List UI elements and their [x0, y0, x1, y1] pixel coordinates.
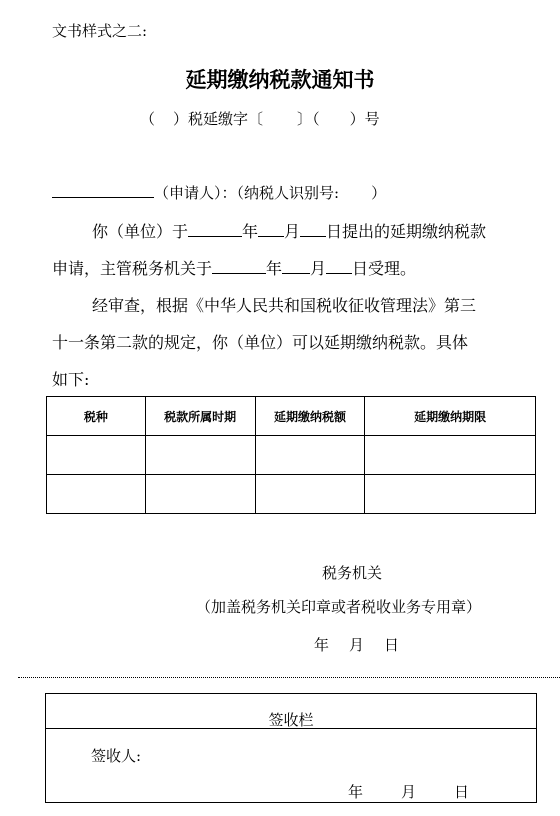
submit-date-prefix: 你（单位）于	[92, 222, 189, 241]
receipt-year-label: 年	[348, 783, 364, 801]
header-tax-type: 税种	[47, 397, 146, 436]
receipt-title: 签收栏	[268, 711, 314, 729]
table-cell	[255, 475, 365, 514]
header-tax-period: 税款所属时期	[145, 397, 255, 436]
applicant-label: （申请人）：	[154, 184, 237, 202]
doc-number-bracket-open: 〔	[248, 110, 264, 128]
table-cell	[365, 475, 536, 514]
paragraph-1-line-2	[52, 256, 416, 279]
accept-year-blank	[212, 272, 266, 274]
table-row	[47, 475, 536, 514]
submit-date-suffix: 日提出的延期缴纳税款	[326, 222, 487, 241]
table-cell	[47, 436, 146, 475]
table-cell	[145, 436, 255, 475]
applicant-line	[52, 182, 386, 203]
document-style-label: 文书样式之二:	[52, 22, 148, 40]
accept-year-label: 年	[266, 259, 283, 278]
table-cell	[365, 436, 536, 475]
receipt-day-label: 日	[454, 783, 470, 801]
issue-year-label: 年	[314, 636, 330, 654]
table-cell	[145, 475, 255, 514]
notice-title: 延期缴纳税款通知书	[185, 68, 375, 92]
taxpayer-id-close: ）	[371, 184, 387, 202]
header-deferral-deadline: 延期缴纳期限	[365, 397, 536, 436]
submit-month-label: 月	[284, 222, 301, 241]
issue-month-label: 月	[349, 636, 365, 654]
document-number-line	[140, 108, 380, 129]
accept-month-label: 月	[310, 259, 327, 278]
table-cell	[255, 436, 365, 475]
issue-date	[314, 634, 399, 655]
accept-day-blank	[326, 272, 352, 274]
paragraph-2-line-1: 经审查，根据《中华人民共和国税收征收管理法》第三	[92, 296, 477, 315]
signer-label: 签收人:	[91, 747, 142, 765]
applicant-name-blank	[52, 196, 154, 198]
cut-line-divider	[18, 677, 560, 678]
doc-number-open-paren-2: （	[312, 110, 320, 128]
submit-year-blank	[188, 235, 242, 237]
table-header-row	[47, 397, 536, 436]
paragraph-2-line-3: 如下:	[52, 370, 90, 389]
submit-month-blank	[258, 235, 284, 237]
taxpayer-id-label: （纳税人识别号:	[236, 184, 340, 202]
submit-day-blank	[300, 235, 326, 237]
receipt-month-label: 月	[401, 783, 417, 801]
doc-number-open-paren: （	[140, 110, 156, 128]
accept-date-prefix: 申请，主管税务机关于	[52, 259, 213, 278]
accept-month-blank	[282, 272, 310, 274]
header-deferred-amount: 延期缴纳税额	[255, 397, 365, 436]
table-row	[47, 436, 536, 475]
receipt-divider	[46, 728, 536, 729]
paragraph-1-line-1	[92, 219, 486, 242]
doc-number-suffix: ）号	[349, 110, 380, 128]
accept-date-suffix: 日受理。	[352, 259, 417, 278]
table-cell	[47, 475, 146, 514]
receipt-box	[45, 693, 537, 803]
paragraph-2-line-2: 十一条第二款的规定，你（单位）可以延期缴纳税款。具体	[52, 333, 469, 352]
seal-instruction: （加盖税务机关印章或者税收业务专用章）	[196, 598, 482, 616]
submit-year-label: 年	[242, 222, 259, 241]
receipt-date	[348, 781, 469, 802]
deferral-table	[46, 396, 536, 514]
doc-number-bracket-close: 〕	[297, 110, 313, 128]
tax-authority-label: 税务机关	[322, 564, 383, 582]
doc-number-prefix: ）税延缴字	[173, 110, 249, 128]
issue-day-label: 日	[384, 636, 400, 654]
